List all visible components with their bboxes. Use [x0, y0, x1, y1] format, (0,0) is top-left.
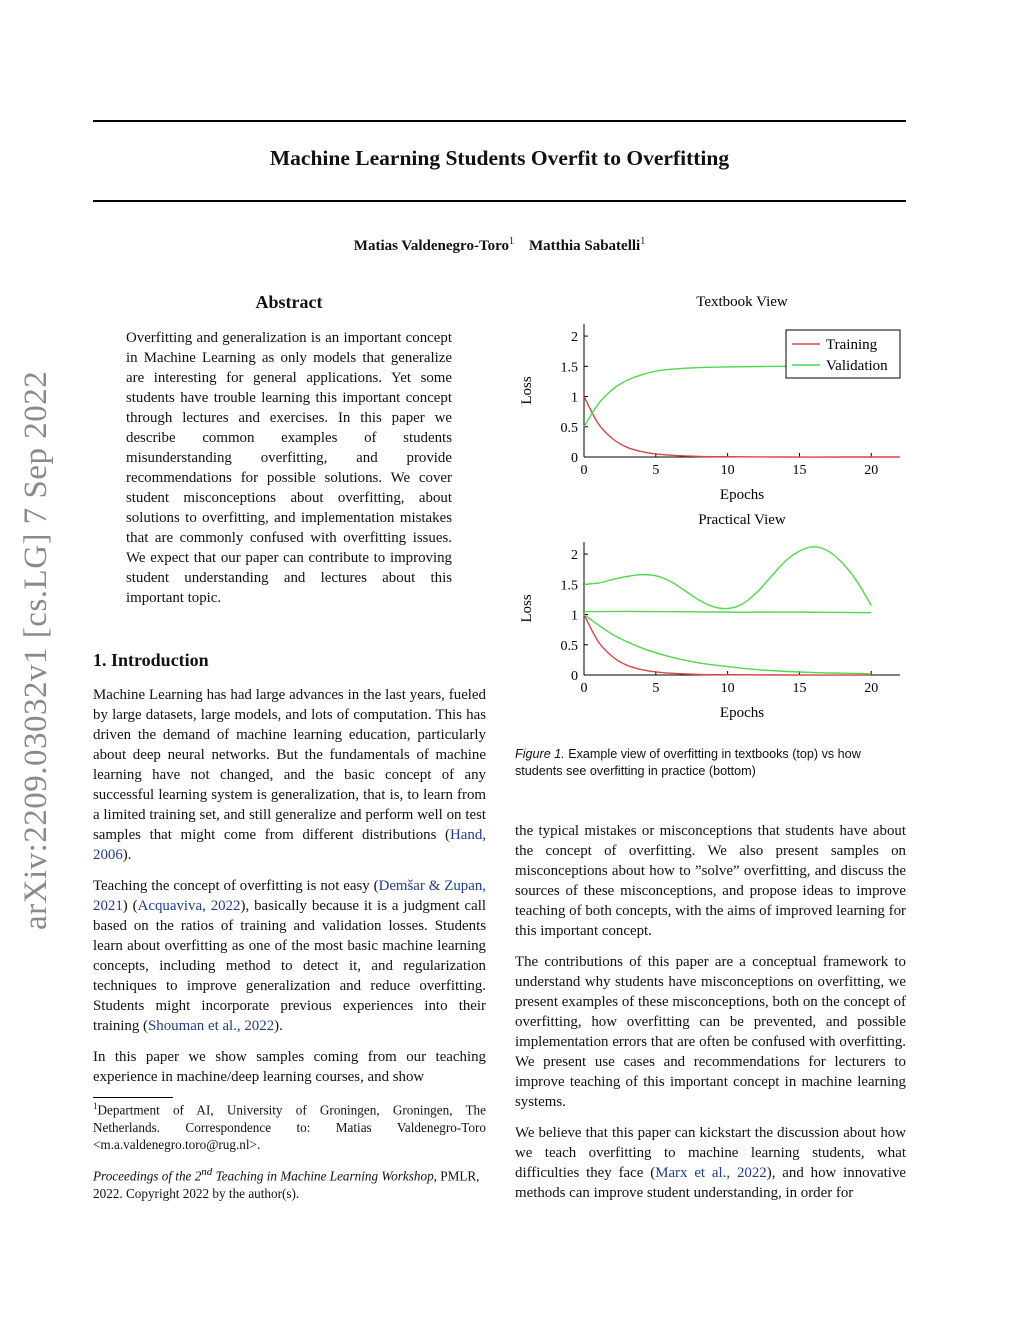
proceedings-ordinal: 2 — [194, 1168, 202, 1184]
proceedings-italic: Proceedings of the — [93, 1168, 195, 1184]
y-tick-label: 0 — [571, 451, 578, 466]
paragraph-text: ), and how innovative methods can improve student understanding, in order for — [515, 1165, 907, 1201]
footnote-mark: 1 — [93, 1101, 98, 1111]
paragraph: Machine Learning has had large advances in the last years, fueled by large datasets, large models, and lots of computation. This has driven the demand of machine learning education, particularly about deep neural networks. But the fundamentals of machine learning have not changed, and the basic concept of any successful learning system is generalization, that is, to learn from a limited training set, and still generalize and perform well on test samples that might come from different distributions (Hand, 2006). — [93, 687, 486, 863]
series-line-validation-flat — [584, 611, 871, 612]
x-tick-label: 20 — [864, 463, 879, 478]
x-tick-label: 10 — [720, 463, 735, 478]
paragraph-text: ) ( — [122, 898, 138, 914]
caption-label: Figure 1. — [515, 747, 565, 761]
legend-label: Training — [826, 337, 878, 353]
y-axis-label: Loss — [519, 594, 535, 623]
paragraph: In this paper we show samples coming from our teaching experience in machine/deep learning courses, and show — [93, 1049, 486, 1085]
paragraph-text: ), basically because it is a judgment call based on the ratios of training and validation losses. Students learn about overfitting as one of the most basic machine learning concepts, including method to detect it, and regularization techniques to improve generalization and reduce overfitting. Students might incorporate previous experiences into their training ( — [93, 898, 487, 1034]
series-line-training — [584, 397, 900, 457]
y-tick-label: 0.5 — [560, 420, 578, 436]
citation-link[interactable]: Shouman et al., 2022 — [148, 1018, 275, 1034]
figure-1 — [500, 286, 920, 736]
author-list — [93, 236, 906, 255]
y-tick-label: 0 — [571, 669, 578, 684]
paragraph-text: We believe that this paper can kickstart the discussion about how we teach overfitting to machine learning students, what difficulties they face ( — [515, 1125, 906, 1181]
proceedings-text: , PMLR, 2022. Copyright 2022 by the author(s). — [93, 1168, 480, 1201]
citation-link[interactable]: Acquaviva, 2022 — [137, 898, 241, 914]
paragraph — [93, 876, 486, 1036]
author-name: Matthia Sabatelli — [528, 238, 641, 254]
right-column — [515, 821, 906, 1214]
citation-link[interactable]: Demšar & Zupan, 2021 — [93, 878, 486, 914]
author-name: Matias Valdenegro-Toro — [353, 238, 509, 254]
y-tick-label: 1 — [571, 608, 578, 624]
paragraph-text: ). — [274, 1018, 283, 1034]
y-tick-label: 0.5 — [560, 638, 578, 654]
figure-caption — [515, 746, 907, 780]
proceedings-note — [93, 1164, 486, 1202]
abstract-heading: Abstract — [255, 292, 323, 312]
title-rule-top — [93, 120, 906, 122]
x-tick-label: 5 — [652, 681, 660, 696]
x-tick-label: 5 — [652, 463, 660, 478]
x-tick-label: 15 — [792, 463, 807, 478]
y-tick-label: 2 — [571, 330, 578, 346]
chart-title: Practical View — [698, 512, 786, 528]
paragraph — [515, 1123, 906, 1203]
affiliation-footnote — [93, 1098, 486, 1154]
footnote-text: Department of AI, University of Groningen, Groningen, The Netherlands. Correspondence to: Matias Valdenegro-Toro <m.a.valdenegro.toro@rug.nl>. — [93, 1102, 486, 1153]
left-column — [93, 685, 486, 1098]
x-tick-label: 15 — [792, 681, 807, 696]
series-line-validation-oscillating — [584, 547, 871, 609]
x-tick-label: 10 — [720, 681, 735, 696]
caption-text: Example view of overfitting in textbooks (top) vs how students see overfitting in practice (bottom) — [515, 747, 861, 778]
paragraph-text: Teaching the concept of overfitting is not easy ( — [93, 878, 379, 894]
x-tick-label: 0 — [580, 463, 588, 478]
proceedings-ordinal-suffix: nd — [201, 1166, 213, 1178]
y-tick-label: 2 — [571, 548, 578, 564]
legend-label: Validation — [826, 358, 888, 374]
y-axis-label: Loss — [519, 376, 535, 405]
proceedings-italic: Teaching in Machine Learning Workshop — [212, 1168, 434, 1184]
citation-link[interactable]: Hand, 2006 — [93, 827, 486, 863]
paragraph-text: Machine Learning has had large advances in the last years, fueled by large datasets, large models, and lots of computation. This has driven the demand of machine learning education, particularly about deep neural networks. But the fundamentals of machine learning have not changed, and the basic concept of any successful learning system is generalization, that is, to learn from a limited training set, and still generalize and perform well on test samples that might come from different distributions — [93, 687, 486, 843]
x-axis-label: Epochs — [719, 705, 765, 721]
paragraph: The contributions of this paper are a conceptual framework to understand why students have misconceptions on overfitting, we present examples of these misconceptions, both on the concept of overfitting, how overfitting can be prevented, and possible implementation errors that are often be confused with overfitting. We present use cases and recommendations for lecturers to improve teaching of this important concept in machine learning systems. — [515, 954, 906, 1110]
x-axis-label: Epochs — [719, 487, 765, 503]
y-tick-label: 1.5 — [560, 578, 578, 594]
y-tick-label: 1 — [571, 390, 578, 406]
abstract-text: Overfitting and generalization is an important concept in Machine Learning as only models that generalize are interesting for general applications. Yet some students have trouble learning this important concept through lectures and exercises. In this paper we describe common examples of students misunderstanding overfitting, and provide recommendations for possible solutions. We cover student misconceptions about overfitting, about solutions to overfitting, and implementation mistakes that are commonly confused with overfitting issues. We expect that our paper can contribute to improving student understanding and lectures about this important topic. — [126, 330, 452, 606]
x-tick-label: 20 — [864, 681, 879, 696]
affiliation-mark: 1 — [640, 236, 646, 247]
paper-title: Machine Learning Students Overfit to Overfitting — [269, 146, 730, 170]
affiliation-mark: 1 — [508, 236, 514, 247]
citation-link[interactable]: Marx et al., 2022 — [655, 1165, 767, 1181]
title-rule-bottom — [93, 200, 906, 202]
paragraph: the typical mistakes or misconceptions that students have about the concept of overfitting. We also present samples on misconceptions about how to ”solve” overfitting, and discuss the sources of these misconceptions, and propose ideas to improve teaching of both concepts, with the aims of improved learning for this important concept. — [515, 823, 906, 939]
section-heading: 1. Introduction — [93, 650, 209, 670]
chart-title: Textbook View — [696, 294, 788, 310]
x-tick-label: 0 — [580, 681, 588, 696]
y-tick-label: 1.5 — [560, 360, 578, 376]
arxiv-identifier: arXiv:2209.03032v1 [cs.LG] 7 Sep 2022 — [18, 370, 54, 930]
